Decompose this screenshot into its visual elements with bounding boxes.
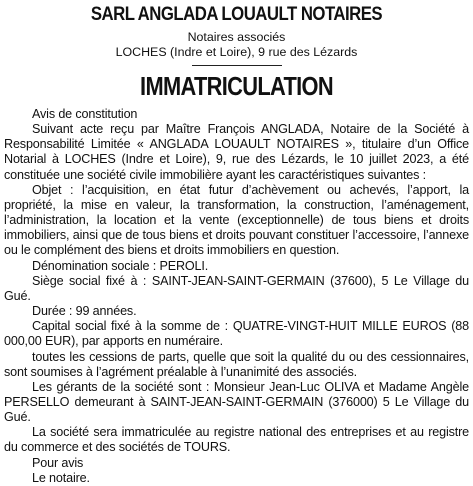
paragraph-company-name: Dénomination sociale : PEROLI. (32, 258, 209, 273)
paragraph-capital: Capital social fixé à la somme de : QUATRE-VINGT-HUIT MILLE EUROS (88 000,00 EUR), par apports en numéraire. (4, 319, 469, 349)
paragraph-closing: Pour avis (32, 455, 84, 470)
paragraph-notice-type: Avis de constitution (32, 107, 138, 121)
notice-body (4, 107, 469, 486)
paragraph-signature: Le notaire. (32, 470, 90, 485)
notice-title: IMMATRICULATION (140, 71, 333, 101)
paragraph-share-transfers: toutes les cessions de parts, quelle que soit la qualité du ou des cessionnaires, sont soumises à l’agrément préalable à l’unanimité des associés. (4, 349, 469, 379)
paragraph-duration: Durée : 99 années. (32, 304, 137, 319)
paragraph-registration: La société sera immatriculée au registre national des entreprises et au registre du commerce et des sociétés de TOURS. (4, 425, 469, 455)
paragraph-managers: Les gérants de la société sont : Monsieur Jean-Luc OLIVA et Madame Angèle PERSELLO demeurant à SAINT-JEAN-SAINT-GERMAIN (376000) 5 Le Village du Gué. (4, 379, 469, 425)
header-divider (192, 65, 282, 66)
firm-subtitle-associates: Notaires associés (187, 30, 286, 44)
firm-name: SARL ANGLADA LOUAULT NOTAIRES (90, 3, 383, 25)
paragraph-purpose: Objet : l’acquisition, en état futur d’achèvement ou achevés, l’apport, la propriété, la mise en valeur, la transformation, la construction, l’aménagement, l’administration, la location et la vente (exceptionnelle) de tous biens et droits immobiliers, ainsi que de tous biens et droits pouvant constituer l’accessoire, l’annexe ou le complément des biens et droits immobiliers en question. (4, 182, 469, 258)
firm-subtitle-address: LOCHES (Indre et Loire), 9 rue des Lézards (115, 45, 358, 59)
paragraph-deed: Suivant acte reçu par Maître François ANGLADA, Notaire de la Société à Responsabilité Limitée « ANGLADA LOUAULT NOTAIRES », titulaire d’un Office Notarial à LOCHES (Indre et Loire), 9, rue des Lézards, le 10 juillet 2023, a été constituée une société civile immobilière ayant les caractéristiques suivantes : (4, 122, 469, 182)
paragraph-head-office: Siège social fixé à : SAINT-JEAN-SAINT-GERMAIN (37600), 5 Le Village du Gué. (4, 273, 469, 303)
